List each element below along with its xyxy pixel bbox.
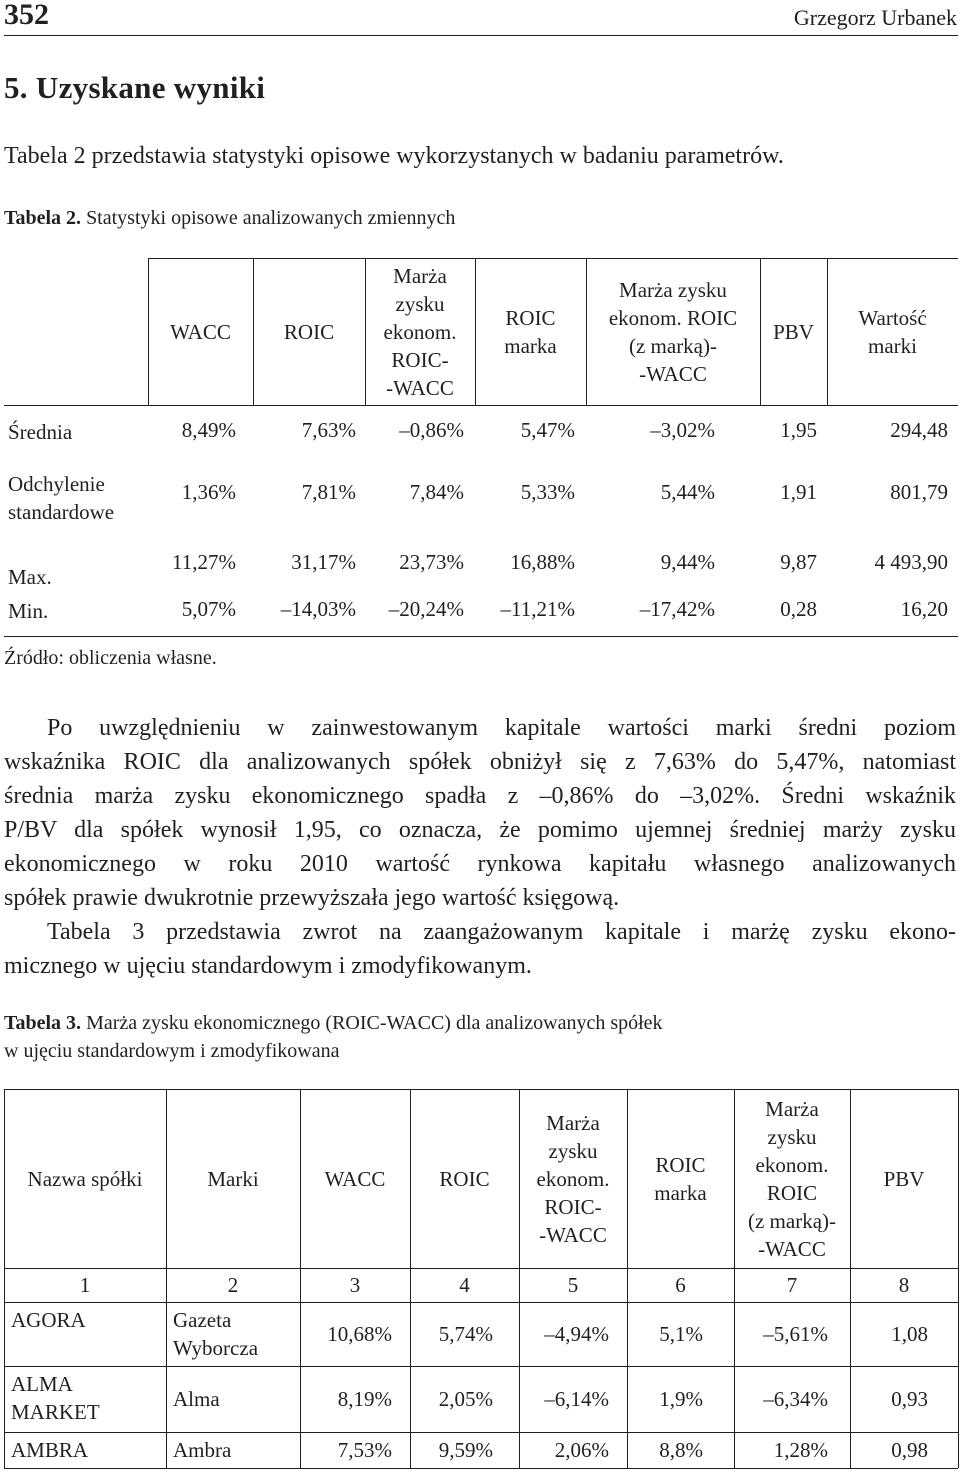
- cell-text: [8, 597, 48, 625]
- table2-caption: [4, 207, 455, 230]
- table2-row-label: [8, 470, 114, 526]
- cell-line: ekonom.: [383, 319, 457, 344]
- intro-sentence: Tabela 2 przedstawia statystyki opisowe wykorzystanych w badaniu parametrów.: [4, 143, 784, 169]
- table3-caption-text: Marża zysku ekonomicznego (ROIC-WACC) dla analizowanych spółek: [81, 1012, 663, 1034]
- table3-column-header: [627, 1089, 734, 1268]
- cell-line: Gazeta: [173, 1308, 232, 1332]
- cell-line: ekonom. ROIC: [608, 305, 738, 330]
- table3-column-header: [166, 1089, 300, 1268]
- cell-text: [384, 262, 457, 402]
- table3-brand-name: [173, 1436, 231, 1464]
- table2-header-bottom-rule: [4, 405, 958, 406]
- table2-cell: 31,17%: [291, 550, 356, 574]
- table3-cell: –4,94%: [544, 1322, 609, 1346]
- cell-line: AMBRA: [11, 1438, 89, 1462]
- header-rule: [4, 35, 958, 36]
- cell-line: AGORA: [11, 1308, 86, 1332]
- table3-column-number: 4: [459, 1273, 470, 1297]
- table2-row-label: [8, 597, 48, 625]
- table3-column-number: 5: [567, 1273, 579, 1297]
- cell-line: standardowe: [8, 500, 115, 524]
- table3-column-header: [4, 1089, 166, 1268]
- table3-brand-name: [173, 1306, 258, 1362]
- cell-text: [773, 318, 814, 346]
- cell-line: marka: [654, 1180, 707, 1205]
- cell-line: Marża zysku: [619, 277, 727, 302]
- cell-line: Alma: [173, 1387, 220, 1411]
- table2-cell: –14,03%: [280, 597, 356, 621]
- paragraph-line: spółek prawie dwukrotnie przewyższała jego wartość księgową.: [4, 885, 620, 911]
- cell-line: ekonom.: [755, 1152, 829, 1177]
- cell-line: marka: [504, 333, 557, 358]
- cell-text: [8, 470, 114, 526]
- cell-line: (z marką)-: [628, 333, 717, 358]
- cell-line: zysku: [767, 1124, 817, 1149]
- paragraph-line: średnia marża zysku ekonomicznego spadła z –0,86% do –3,02%. Średni wskaźnik: [4, 783, 956, 809]
- cell-line: -WACC: [639, 361, 707, 386]
- table3-column-number: 3: [349, 1273, 361, 1297]
- cell-text: [609, 276, 737, 388]
- cell-text: [537, 1109, 610, 1249]
- table3-cell: 7,53%: [337, 1438, 392, 1462]
- cell-text: [28, 1165, 143, 1193]
- cell-text: [173, 1385, 220, 1413]
- cell-text: [11, 1370, 100, 1426]
- table3-column-header: [300, 1089, 410, 1268]
- paragraph-line: micznego w ujęciu standardowym i zmodyfikowanym.: [4, 953, 532, 979]
- table2-column-header: [148, 258, 253, 405]
- table2-column-header: [586, 258, 760, 405]
- cell-text: [858, 304, 926, 360]
- cell-line: ROIC: [439, 1166, 490, 1191]
- table2-column-header: [827, 258, 958, 405]
- cell-text: [748, 1095, 836, 1263]
- cell-line: zysku: [548, 1138, 598, 1163]
- table2-bottom-rule: [4, 636, 958, 637]
- table2-cell: –20,24%: [388, 597, 464, 621]
- table3-cell: 1,28%: [773, 1438, 828, 1462]
- cell-line: ROIC-: [391, 347, 449, 372]
- cell-line: Marża: [393, 263, 447, 288]
- table3-column-number: 1: [79, 1273, 91, 1297]
- paragraph-line: P/BV dla spółek wynosił 1,95, co oznacza, że pomimo ujemnej średniej marży zysku: [4, 817, 956, 843]
- paragraph-line: Tabela 3 przedstawia zwrot na zaangażowanym kapitale i marżę zysku ekono-: [47, 919, 956, 945]
- cell-text: [173, 1436, 231, 1464]
- cell-line: ekonom.: [536, 1166, 610, 1191]
- table3-company-name: [11, 1370, 100, 1426]
- table3-cell: 8,19%: [337, 1387, 392, 1411]
- table2-cell: 5,07%: [181, 597, 236, 621]
- table3-cell: 10,68%: [327, 1322, 392, 1346]
- table3-cell: –6,14%: [544, 1387, 609, 1411]
- cell-text: [504, 304, 556, 360]
- cell-line: MARKET: [11, 1400, 100, 1424]
- table3-cell: 1,9%: [659, 1387, 703, 1411]
- cell-text: [8, 418, 72, 446]
- cell-line: WACC: [324, 1166, 386, 1191]
- table3-brand-name: [173, 1385, 220, 1413]
- table2-cell: 801,79: [890, 480, 948, 504]
- cell-line: Średnia: [8, 420, 73, 444]
- cell-line: (z marką)-: [747, 1208, 837, 1233]
- table3-cell: 1,08: [891, 1322, 928, 1346]
- table2-cell: 5,44%: [660, 480, 715, 504]
- body-paragraph-2: [4, 915, 956, 983]
- table2-cell: 4 493,90: [874, 550, 948, 574]
- cell-line: ALMA: [11, 1372, 73, 1396]
- cell-text: [170, 318, 231, 346]
- table2-cell: 5,33%: [520, 480, 575, 504]
- cell-line: Marki: [207, 1166, 259, 1191]
- table3-column-rule: [958, 1089, 959, 1468]
- cell-line: Min.: [8, 599, 49, 623]
- cell-text: [173, 1306, 258, 1362]
- table2-cell: 7,81%: [301, 480, 356, 504]
- cell-line: PBV: [773, 319, 814, 344]
- table3-row-rule: [4, 1302, 958, 1303]
- table2-cell: –11,21%: [500, 597, 575, 621]
- table2-caption-text: Statystyki opisowe analizowanych zmiennych: [81, 207, 456, 229]
- table3-column-number: 2: [227, 1273, 239, 1297]
- cell-line: Ambra: [173, 1438, 232, 1462]
- section-title: 5. Uzyskane wyniki: [4, 70, 266, 105]
- table2-cell: 1,95: [780, 418, 817, 442]
- cell-line: zysku: [395, 291, 445, 316]
- cell-line: ROIC: [505, 305, 556, 330]
- body-paragraph-1: [4, 711, 956, 915]
- table2-cell: 0,28: [780, 597, 817, 621]
- table2-cell: 7,63%: [301, 418, 356, 442]
- table2-cell: 1,91: [780, 480, 817, 504]
- cell-line: Wartość: [858, 305, 927, 330]
- cell-line: Wyborcza: [173, 1336, 259, 1360]
- table2-cell: 16,20: [900, 597, 948, 621]
- cell-line: -WACC: [539, 1222, 607, 1247]
- cell-line: Marża: [765, 1096, 819, 1121]
- table3-row-rule: [4, 1366, 958, 1367]
- table2-column-header: [475, 258, 586, 405]
- cell-line: ROIC: [655, 1152, 706, 1177]
- table2-column-header: [760, 258, 827, 405]
- table3-cell: 2,06%: [554, 1438, 609, 1462]
- table3-cell: 0,93: [891, 1387, 928, 1411]
- table2-cell: 8,49%: [181, 418, 236, 442]
- table2-cell: 23,73%: [399, 550, 464, 574]
- table3-caption-label: Tabela 3.: [4, 1012, 82, 1034]
- cell-line: WACC: [170, 319, 231, 344]
- page-number: 352: [4, 0, 49, 31]
- table3-cell: –5,61%: [763, 1322, 828, 1346]
- table3-column-header: [410, 1089, 519, 1268]
- table3-cell: 5,74%: [438, 1322, 493, 1346]
- paragraph-line: ekonomicznego w roku 2010 wartość rynkowa kapitału własnego analizowanych: [4, 851, 956, 877]
- cell-line: ROIC: [766, 1180, 818, 1205]
- table2-cell: 294,48: [890, 418, 948, 442]
- table3-cell: 8,8%: [659, 1438, 703, 1462]
- table3-column-header: [519, 1089, 627, 1268]
- cell-text: [884, 1165, 925, 1193]
- cell-line: Nazwa spółki: [27, 1166, 143, 1191]
- table3-cell: 2,05%: [438, 1387, 493, 1411]
- table2-cell: –0,86%: [399, 418, 464, 442]
- table2-cell: 9,87: [780, 550, 817, 574]
- table2-row-label: [8, 563, 52, 591]
- cell-line: Max.: [8, 565, 52, 589]
- table3-caption-line1: [4, 1012, 663, 1035]
- cell-text: [8, 563, 52, 591]
- table3-row-rule: [4, 1432, 958, 1433]
- table3-cell: 9,59%: [438, 1438, 493, 1462]
- table2-cell: 16,88%: [510, 550, 575, 574]
- table3-column-number: 7: [786, 1273, 798, 1297]
- cell-text: [207, 1165, 258, 1193]
- paragraph-line: wskaźnika ROIC dla analizowanych spółek obniżył się z 7,63% do 5,47%, natomiast: [4, 749, 956, 775]
- table2-source: Źródło: obliczenia własne.: [4, 647, 217, 669]
- table3-cell: 5,1%: [659, 1322, 703, 1346]
- paragraph-line: Po uwzględnieniu w zainwestowanym kapitale wartości marki średni poziom: [47, 715, 956, 741]
- cell-line: ROIC-: [544, 1194, 602, 1219]
- table2-caption-label: Tabela 2.: [4, 207, 82, 229]
- cell-line: ROIC: [283, 319, 335, 344]
- table3-column-header: [850, 1089, 958, 1268]
- table3-cell: –6,34%: [763, 1387, 828, 1411]
- table3-row-rule: [4, 1468, 958, 1469]
- table2-cell: 1,36%: [181, 480, 236, 504]
- cell-line: marki: [868, 333, 917, 358]
- cell-text: [11, 1436, 88, 1464]
- table3-column-number: 6: [675, 1273, 686, 1297]
- table2-cell: 11,27%: [172, 550, 236, 574]
- cell-line: -WACC: [758, 1236, 826, 1261]
- cell-text: [284, 318, 334, 346]
- cell-text: [439, 1165, 489, 1193]
- table2-column-header: [365, 258, 475, 405]
- table3-column-number: 8: [898, 1273, 910, 1297]
- cell-line: Marża: [546, 1110, 600, 1135]
- table2-cell: 7,84%: [409, 480, 464, 504]
- cell-text: [654, 1151, 706, 1207]
- table3-company-name: [11, 1436, 88, 1464]
- cell-text: [325, 1165, 386, 1193]
- cell-line: PBV: [883, 1166, 925, 1191]
- running-header-author: Grzegorz Urbanek: [793, 5, 957, 30]
- table2-cell: –17,42%: [639, 597, 715, 621]
- table3-cell: 0,98: [891, 1438, 928, 1462]
- table2-cell: 5,47%: [520, 418, 575, 442]
- cell-line: Odchylenie: [8, 472, 105, 496]
- table3-company-name: [11, 1306, 86, 1334]
- table3-caption-line2: w ujęciu standardowym i zmodyfikowana: [4, 1040, 340, 1062]
- table3-column-header: [734, 1089, 850, 1268]
- table2-cell: 9,44%: [660, 550, 715, 574]
- table2-column-header: [253, 258, 365, 405]
- table2-cell: –3,02%: [650, 418, 715, 442]
- cell-line: -WACC: [386, 375, 454, 400]
- table2-row-label: [8, 418, 72, 446]
- cell-text: [11, 1306, 86, 1334]
